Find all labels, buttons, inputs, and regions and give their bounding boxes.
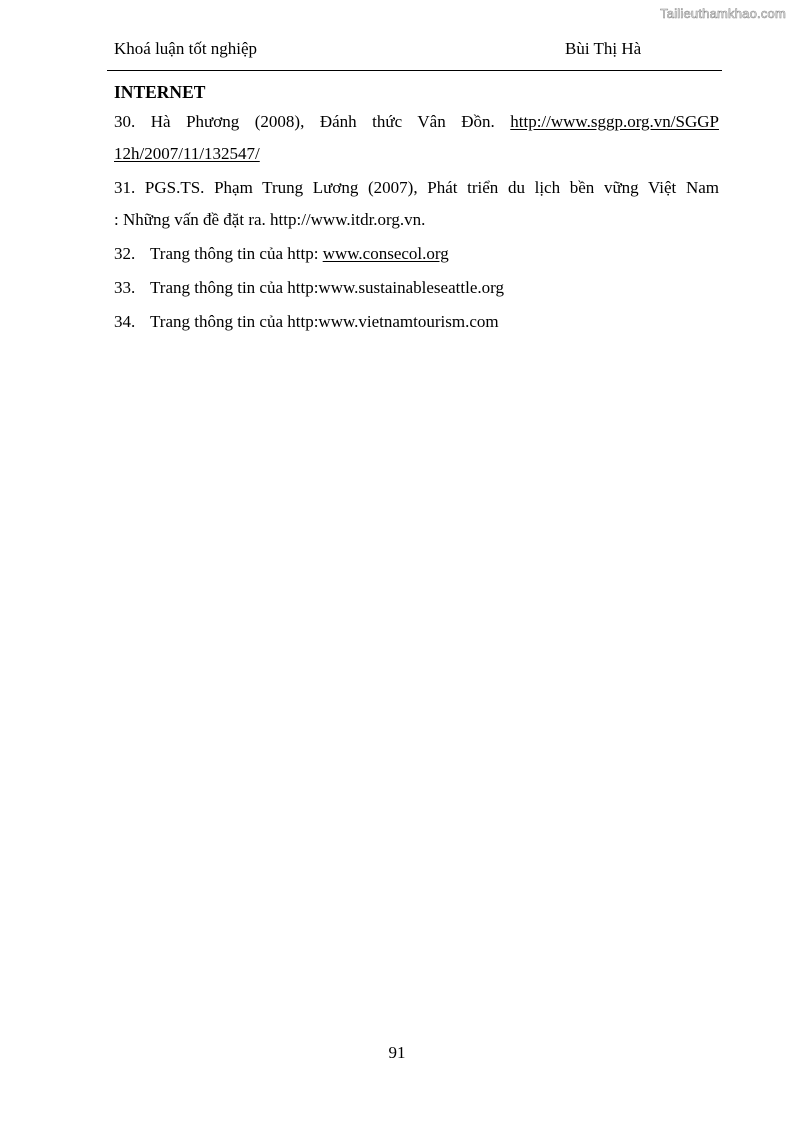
reference-30-link[interactable]: http://www.sggp.org.vn/SGGP [510,112,719,131]
reference-31-line-2: : Những vấn đề đặt ra. http://www.itdr.org.vn. [114,210,426,229]
reference-33-text: Trang thông tin của http:www.sustainableseattle.org [150,278,504,297]
page-header [107,36,722,71]
reference-30-link-continued[interactable]: 12h/2007/11/132547/ [114,144,260,163]
reference-30-line-1 [114,106,719,138]
reference-32-number: 32. [114,244,136,263]
page-number: 91 [388,1043,406,1062]
reference-31 [114,172,719,236]
reference-30-line-2 [114,138,719,170]
reference-34-number: 34. [114,312,136,331]
header-author: Bùi Thị Hà [565,39,642,58]
section-title: INTERNET [114,82,206,102]
watermark: Tailieuthamkhao.com [660,6,786,21]
reference-32 [114,238,719,270]
reference-34 [114,306,719,338]
reference-31-line-1: 31. PGS.TS. Phạm Trung Lương (2007), Phát triển du lịch bền vững Việt Nam [114,178,719,197]
reference-32-link[interactable]: www.consecol.org [322,244,449,263]
reference-30-text: 30. Hà Phương (2008), Đánh thức Vân Đồn. [114,112,511,131]
references-section [114,80,719,340]
reference-34-text: Trang thông tin của http:www.vietnamtourism.com [150,312,499,331]
reference-33-number: 33. [114,278,136,297]
reference-32-text: Trang thông tin của http: [150,244,323,263]
reference-33 [114,272,719,304]
header-document-title: Khoá luận tốt nghiệp [114,39,258,58]
reference-30 [114,106,719,170]
